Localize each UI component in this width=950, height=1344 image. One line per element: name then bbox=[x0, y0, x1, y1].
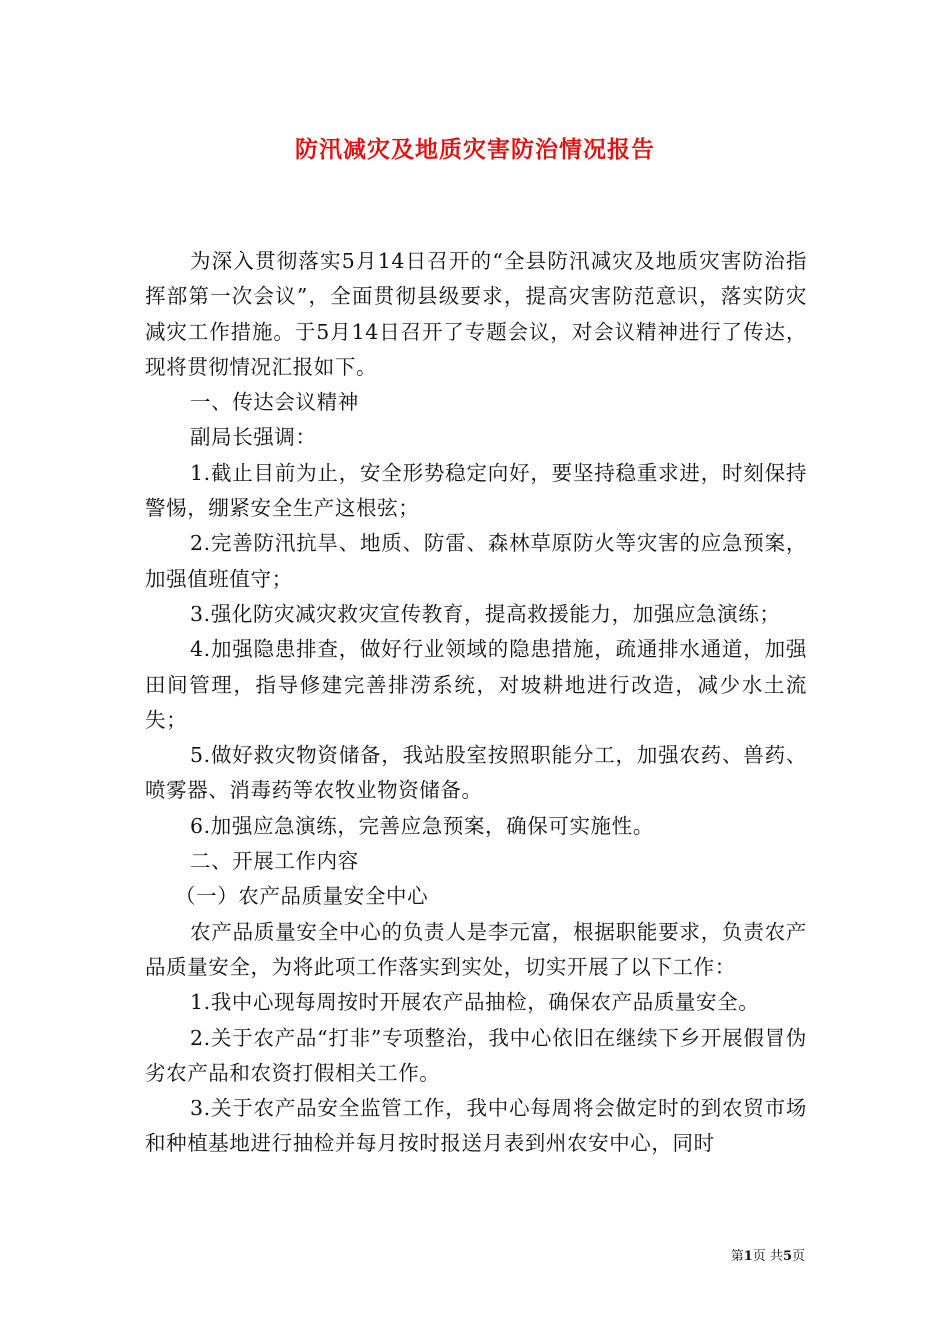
section-heading-2: 二、开展工作内容 bbox=[190, 849, 359, 874]
list-item: 1.我中心现每周按时开展农产品抽检，确保农产品质量安全。 bbox=[190, 990, 760, 1015]
footer-prefix: 第 bbox=[730, 1249, 744, 1264]
document-title: 防汛减灾及地质灾害防治情况报告 bbox=[295, 136, 655, 163]
footer-suffix: 页 bbox=[791, 1249, 805, 1264]
list-item: 6.加强应急演练，完善应急预案，确保可实施性。 bbox=[190, 813, 654, 838]
paragraph: 农产品质量安全中心的负责人是李元富，根据职能要求，负责农产品质量安全，为将此项工作落实到实处，切实开展了以下工作： bbox=[145, 919, 807, 979]
page-number-footer bbox=[731, 1248, 805, 1266]
list-item: 2.完善防汛抗旱、地质、防雷、森林草原防火等灾害的应急预案，加强值班值守； bbox=[145, 531, 807, 591]
subsection-heading: （一）农产品质量安全中心 bbox=[175, 884, 429, 909]
footer-total-pages: 5 bbox=[782, 1249, 792, 1264]
intro-paragraph: 为深入贯彻落实5月14日召开的“全县防汛减灾及地质灾害防治指挥部第一次会议”，全面贯彻县级要求，提高灾害防范意识，落实防灾减灾工作措施。于5月14日召开了专题会议，对会议精神进行了传达，现将贯彻情况汇报如下。 bbox=[145, 249, 807, 379]
list-item: 3.强化防灾减灾救灾宣传教育，提高救援能力，加强应急演练； bbox=[190, 601, 781, 626]
list-item: 4.加强隐患排查，做好行业领域的隐患措施，疏通排水通道，加强田间管理，指导修建完善排涝系统，对坡耕地进行改造，减少水土流失； bbox=[145, 637, 807, 732]
list-item: 1.截止目前为止，安全形势稳定向好，要坚持稳重求进，时刻保持警惕，绷紧安全生产这根弦； bbox=[145, 460, 807, 521]
section-heading-1: 一、传达会议精神 bbox=[190, 390, 359, 415]
list-item: 5.做好救灾物资储备，我站股室按照职能分工，加强农药、兽药、喷雾器、消毒药等农牧业物资储备。 bbox=[145, 743, 807, 803]
paragraph: 副局长强调： bbox=[190, 425, 317, 450]
list-item: 3.关于农产品安全监管工作，我中心每周将会做定时的到农贸市场和种植基地进行抽检并每月按时报送月表到州农安中心，同时 bbox=[145, 1096, 807, 1156]
footer-middle: 页 共 bbox=[752, 1249, 783, 1264]
document-body bbox=[145, 244, 807, 1162]
list-item: 2.关于农产品“打非”专项整治，我中心依旧在继续下乡开展假冒伪劣农产品和农资打假相关工作。 bbox=[145, 1025, 807, 1085]
footer-current-page: 1 bbox=[743, 1249, 753, 1264]
